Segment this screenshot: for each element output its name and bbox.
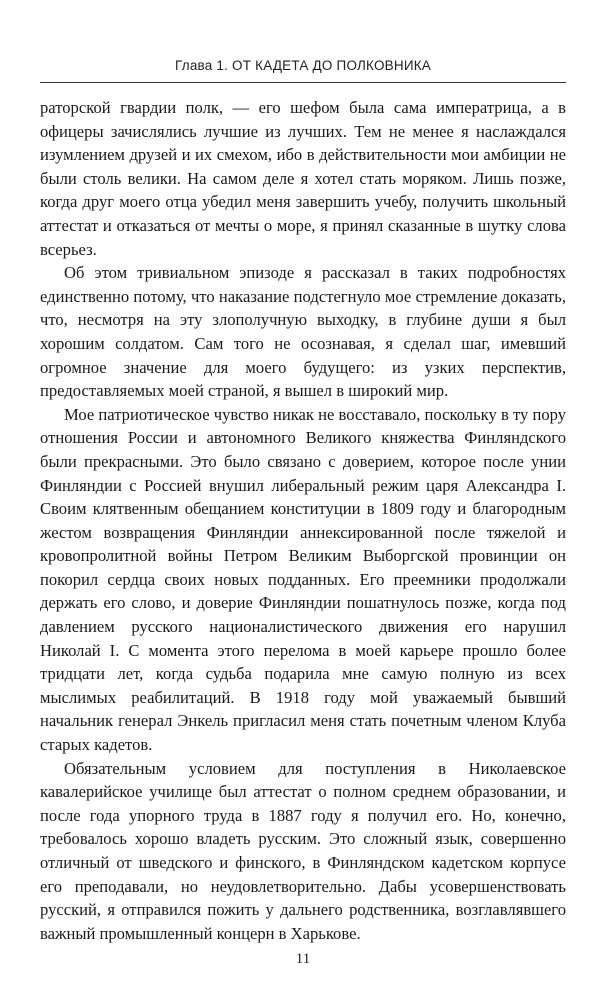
- running-header: Глава 1. ОТ КАДЕТА ДО ПОЛКОВНИКА: [175, 58, 431, 73]
- header-rule: [40, 82, 566, 83]
- body-text: [40, 96, 566, 945]
- paragraph: Обязательным условием для поступления в Николаевское кавалерийское училище был аттестат о полном среднем образовании, и после года упорного труда в 1887 году я получил его. Но, конечно, требовалось хорошо владеть русским. Это сложный язык, совершенно отличный от шведского и финского, в Финляндском кадетском корпусе его преподавали, но неудовлетворительно. Дабы усовершенствовать русский, я отправился пожить у дальнего родственника, возглавлявшего важный промышленный концерн в Харькове.: [40, 758, 566, 943]
- paragraph-continued: раторской гвардии полк, — его шефом была сама императрица, а в офицеры зачислялись лучшие из лучших. Тем не менее я наслаждался изумлением друзей и их смехом, ибо в действительности мои амбиции не были столь велики. На самом деле я хотел стать моряком. Лишь позже, когда друг моего отца убедил меня завершить учебу, получить школьный аттестат и отказаться от мечты о море, я принял сказанные в шутку слова всерьез.: [40, 98, 566, 259]
- page-number: 11: [295, 951, 311, 967]
- paragraph: Мое патриотическое чувство никак не восставало, поскольку в ту пору отношения России и автономного Великого княжества Финляндского были прекрасными. Это было связано с доверием, которое после унии Финляндии с Россией внушил либеральный режим царя Александра I. Своим клятвенным обещанием конституции в 1809 году и благородным жестом возвращения Финляндии аннексированной после тяжелой и кровопролитной войны Петром Великим Выборгской провинции он покорил сердца своих новых подданных. Его преемники продолжали держать его слово, и доверие Финляндии пошатнулось позже, когда под давлением русского националистического движения его нарушил Николай I. С момента этого перелома в моей карьере прошло более тридцати лет, когда судьба подарила мне самую полную из всех мыслимых реабилитаций. В 1918 году мой уважаемый бывший начальник генерал Энкель пригласил меня стать почетным членом Клуба старых кадетов.: [40, 404, 566, 755]
- paragraph: Об этом тривиальном эпизоде я рассказал в таких подробностях единственно потому, что наказание подстегнуло мое стремление доказать, что, несмотря на эту злополучную выходку, в глубине души я был хорошим солдатом. Сам того не осознавая, я сделал шаг, имевший огромное значение для моего будущего: из узких перспектив, предоставляемых моей страной, я вышел в широкий мир.: [40, 263, 566, 401]
